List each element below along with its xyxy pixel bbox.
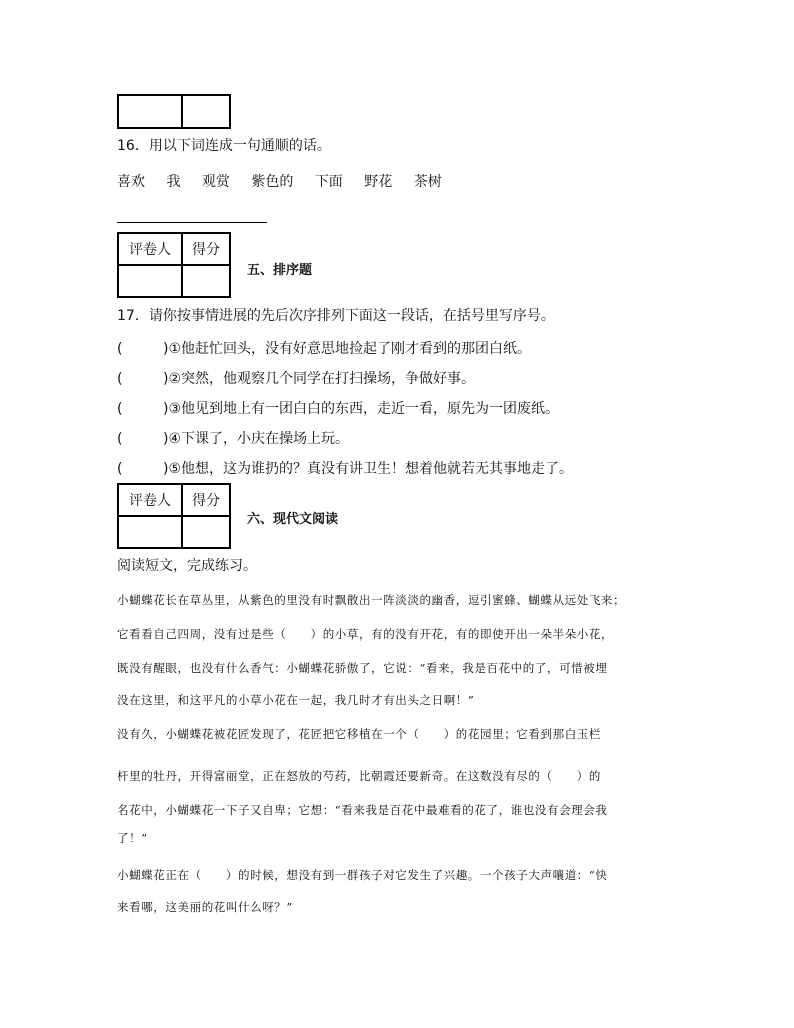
question-17-title: 17．请你按事情进展的先后次序排列下面这一段话，在括号里写序号。 xyxy=(117,308,555,324)
passage-line: 了！” xyxy=(117,831,148,845)
question-16-words xyxy=(117,173,459,191)
passage-line: 没在这里，和这平凡的小草小花在一起，我几时才有出头之日啊！” xyxy=(117,693,475,707)
order-item-text: ②突然，他观察几个同学在打扫操场，争做好事。 xyxy=(168,371,476,387)
score-box xyxy=(117,483,231,549)
passage-line: 来看哪，这美丽的花叫什么呀？” xyxy=(117,900,293,914)
order-item xyxy=(117,458,573,478)
order-paren-close: ) xyxy=(163,401,169,417)
reviewer-label: 评卷人 xyxy=(118,233,182,265)
order-paren-open[interactable]: ( xyxy=(117,401,123,417)
word-item: 茶树 xyxy=(413,174,442,190)
section-6-title: 六、现代文阅读 xyxy=(247,512,339,527)
order-paren-open[interactable]: ( xyxy=(117,371,123,387)
order-paren-open[interactable]: ( xyxy=(117,461,123,477)
section-5-title: 五、排序题 xyxy=(247,263,313,278)
order-item-text: ③他见到地上有一团白白的东西，走近一看，原先为一团废纸。 xyxy=(168,401,560,417)
reviewer-label: 评卷人 xyxy=(118,484,182,516)
passage-line: 它看看自己四周，没有过是些（ ）的小草，有的没有开花，有的即使开出一朵半朵小花， xyxy=(117,627,614,641)
score-box xyxy=(117,232,231,298)
passage-line: 没有久，小蝴蝶花被花匠发现了，花匠把它移植在一个（ ）的花园里；它看到那白玉栏 xyxy=(117,727,601,741)
word-item: 喜欢 xyxy=(117,174,145,190)
top-answer-box xyxy=(117,94,231,129)
passage-line: 小蝴蝶花长在草丛里，从紫色的里没有时飘散出一阵淡淡的幽香，逗引蜜蜂、蝴蝶从远处飞来； xyxy=(117,593,626,607)
score-cell[interactable] xyxy=(182,516,230,548)
score-cell[interactable] xyxy=(182,265,230,297)
question-16-title: 16．用以下词连成一句通顺的话。 xyxy=(117,138,331,154)
order-paren-open[interactable]: ( xyxy=(117,341,123,357)
reading-intro: 阅读短文，完成练习。 xyxy=(117,558,257,574)
top-answer-cell xyxy=(182,95,230,128)
order-item xyxy=(117,428,349,448)
order-item-text: ①他赶忙回头，没有好意思地捡起了刚才看到的那团白纸。 xyxy=(168,341,532,357)
reviewer-cell[interactable] xyxy=(118,265,182,297)
word-item: 观赏 xyxy=(201,174,230,190)
order-item xyxy=(117,338,531,358)
score-label: 得分 xyxy=(182,484,230,516)
order-item-text: ⑤他想，这为谁扔的？真没有讲卫生！想着他就若无其事地走了。 xyxy=(168,461,574,477)
order-paren-open[interactable]: ( xyxy=(117,431,123,447)
answer-line[interactable] xyxy=(117,222,267,223)
word-item: 野花 xyxy=(364,174,393,190)
order-item xyxy=(117,368,475,388)
word-item: 紫色的 xyxy=(251,174,294,190)
word-item: 我 xyxy=(166,174,181,190)
order-item xyxy=(117,398,559,418)
passage-line: 小蝴蝶花正在（ ）的时候，想没有到一群孩子对它发生了兴趣。一个孩子大声嚷道：“快 xyxy=(117,868,608,882)
order-paren-close: ) xyxy=(163,461,169,477)
order-paren-close: ) xyxy=(163,341,169,357)
order-item-text: ④下课了，小庆在操场上玩。 xyxy=(168,431,350,447)
top-answer-cell xyxy=(118,95,182,128)
order-paren-close: ) xyxy=(163,431,169,447)
passage-line: 杆里的牡丹，开得富丽堂，正在怒放的芍药，比朝霞还要新奇。在这数没有尽的（ ）的 xyxy=(117,769,601,783)
word-item: 下面 xyxy=(314,174,343,190)
passage-line: 既没有醒眼，也没有什么香气：小蝴蝶花骄傲了，它说：“看来，我是百花中的了，可惜被埋 xyxy=(117,661,608,675)
passage-line: 名花中，小蝴蝶花一下子又自卑；它想：“看来我是百花中最难看的花了，谁也没有会理会我 xyxy=(117,803,608,817)
order-paren-close: ) xyxy=(163,371,169,387)
score-label: 得分 xyxy=(182,233,230,265)
reviewer-cell[interactable] xyxy=(118,516,182,548)
